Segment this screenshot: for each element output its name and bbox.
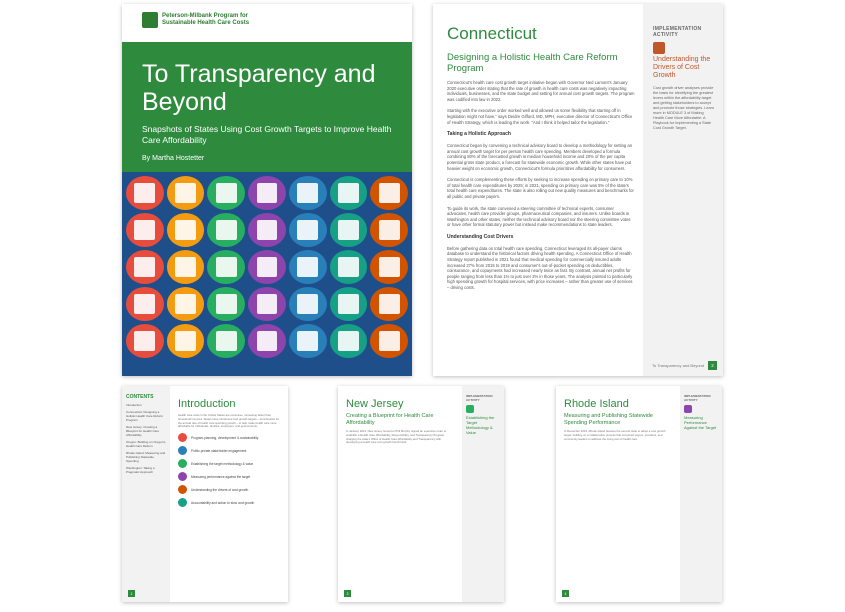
- chart-icon: [684, 405, 692, 413]
- activity-item: [178, 472, 282, 481]
- activity-label: Establishing the target methodology & value: [191, 461, 254, 466]
- contents-sidebar: [122, 386, 170, 602]
- activity-label: Understanding the drivers of cost growth: [191, 487, 249, 492]
- pattern-tile-icon: [289, 176, 327, 210]
- sidebar-title: Understanding the Drivers of Cost Growth: [653, 56, 711, 79]
- page-footer: [652, 361, 717, 370]
- connecticut-page: [433, 4, 723, 376]
- state-title: New Jersey: [346, 398, 404, 410]
- page-number: 2: [708, 361, 717, 370]
- cover-title-block: [122, 42, 412, 172]
- paragraph: Before gathering data on total health care spending, Connecticut leveraged its all-payer claims database to understand the historical factors driving health spending. A Connecticut Office of Health Strategy report published in 2021 found that medical spending for commercially insured adults increased 27% from 2015 to 2019 and consumer's out-of-pocket spending on deductibles, coinsurance, and copayments had increased nearly twice as fast. By contrast, annual net profits for people ranging from less than 1% to just over 2% in those years. The analysis pointed to particularly high spending growth for hospital services, with price increases – rather than greater use of services – driving costs.: [447, 245, 633, 291]
- cover-header: [122, 4, 412, 42]
- footer-title: To Transparency and Beyond: [651, 363, 704, 368]
- activity-label: Accountability and action to slow cost growth: [191, 500, 255, 505]
- pattern-tile-icon: [126, 176, 164, 210]
- pattern-tile-icon: [167, 324, 205, 358]
- section-heading: Taking a Holistic Approach: [447, 131, 511, 138]
- pattern-tile-icon: [330, 176, 368, 210]
- page-footer: [562, 590, 569, 597]
- page-footer: [344, 590, 351, 597]
- pattern-tile-icon: [126, 250, 164, 284]
- cover-page: [122, 4, 412, 376]
- section-heading: Understanding Cost Drivers: [447, 233, 514, 240]
- cover-author: By Martha Hostetter: [142, 155, 205, 162]
- contents-item[interactable]: Introduction: [126, 403, 142, 407]
- implementation-sidebar: [462, 386, 504, 602]
- pattern-tile-icon: [370, 250, 408, 284]
- activity-icon: [178, 498, 187, 507]
- sidebar-label: IMPLEMENTATION ACTIVITY: [653, 26, 702, 38]
- pattern-tile-icon: [207, 176, 245, 210]
- sidebar-text: Cost growth driver analyses provide the basis for identifying the greatest levers within the affordability target and getting stakeholders to accept and promote those strategies. Learn more in MODULE 3 of Making Health Care More Affordable: A Playbook for Implementing a State Cost Growth Target.: [653, 86, 714, 130]
- activity-item: [178, 433, 282, 442]
- rhode-island-page: [556, 386, 722, 602]
- paragraph: Connecticut is complementing these efforts by seeking to increase spending on primary care to 10% of total health care expenditures by 2025; in 2021, spending on primary care was 5% of the state's total health care expenditures. The state is also rolling out new quality measures and benchmarks for all public and private payers.: [447, 177, 634, 199]
- contents-item[interactable]: Oregon: Building on Oregon's Health Care Reform: [126, 440, 166, 448]
- pattern-tile-icon: [248, 324, 286, 358]
- paragraph: To guide its work, the state convened a steering committee of technical experts, consumer advocates, health care provider groups, pharmaceutical companies, and insurers. Unlike boards in Washington and other states, neither the technical advisory board nor the steering committee votes or have other formal statutory power but instead make recommendations to state leaders.: [447, 205, 631, 228]
- pattern-tile-icon: [207, 287, 245, 321]
- contents-label: CONTENTS: [126, 394, 154, 400]
- paragraph: Connecticut began by convening a technical advisory board to develop a methodology for setting an annual cost growth target for per person health care spending. Members developed a formula combining 80% of the forecasted growth in median household income and 20% of the per capita potential gross state product, a forecast for statewide economic growth. While other states have put heavier weight on economic growth, Connecticut's formula prioritizes affordability for consumers.: [447, 143, 633, 171]
- sidebar-label: IMPLEMENTATION ACTIVITY: [466, 394, 493, 402]
- article-text: In January 2021, New Jersey Governor Phil Murphy signed an executive order to establish a Health Care Affordability, Responsibility, and Transparency Program, charging the state's Office of Health Care Affordability and Transparency with developing a health care cost growth benchmark.: [346, 429, 447, 445]
- pattern-tile-icon: [289, 287, 327, 321]
- state-title: Connecticut: [447, 24, 537, 43]
- pattern-tile-icon: [167, 250, 205, 284]
- activity-icon: [178, 433, 187, 442]
- logo-icon: [142, 12, 158, 28]
- contents-item[interactable]: Connecticut: Designing a Holistic Health Care Reform Program: [126, 410, 164, 422]
- pattern-tile-icon: [370, 324, 408, 358]
- page-number: 3: [344, 590, 351, 597]
- pattern-tile-icon: [126, 324, 164, 358]
- sidebar-label: IMPLEMENTATION ACTIVITY: [684, 394, 711, 402]
- cover-title: To Transparency and Beyond: [142, 60, 376, 116]
- activity-icon: [178, 459, 187, 468]
- implementation-sidebar: [680, 386, 722, 602]
- cover-icon-pattern: [122, 172, 412, 376]
- pattern-tile-icon: [289, 324, 327, 358]
- intro-title: Introduction: [178, 398, 236, 410]
- pattern-tile-icon: [289, 250, 327, 284]
- pattern-tile-icon: [330, 213, 368, 247]
- new-jersey-page: [338, 386, 504, 602]
- target-icon: [466, 405, 474, 413]
- activity-icon: [178, 472, 187, 481]
- page-number: 4: [562, 590, 569, 597]
- pattern-tile-icon: [207, 250, 245, 284]
- introduction-page: [122, 386, 288, 602]
- activity-label: Public-private stakeholder engagement: [191, 448, 247, 453]
- org-name: Peterson-Milbank Program for Sustainable Health Care Costs: [162, 13, 250, 26]
- activity-item: [178, 446, 282, 455]
- cover-subtitle: Snapshots of States Using Cost Growth Targets to Improve Health Care Affordability: [142, 124, 392, 145]
- page-footer: [128, 590, 135, 597]
- sidebar-title: Measuring Performance Against the Target: [684, 415, 717, 430]
- lead-paragraph: Connecticut's health care cost growth target initiative began with Governor Ned Lamont's January 2020 executive order stating that the rate of growth in health care costs was negatively impacting individuals, businesses, and the state budget and setting for annual cost growth targets. The program was codified into law in 2022.: [447, 80, 635, 102]
- pattern-tile-icon: [248, 213, 286, 247]
- activity-icon: [178, 446, 187, 455]
- pattern-tile-icon: [167, 176, 205, 210]
- contents-item[interactable]: Washington: Taking a Pragmatic Approach: [126, 466, 155, 474]
- article-headline: Measuring and Publishing Statewide Spending Performance: [564, 413, 653, 426]
- pattern-tile-icon: [248, 176, 286, 210]
- pattern-tile-icon: [207, 213, 245, 247]
- activity-item: [178, 485, 282, 494]
- pattern-tile-icon: [370, 176, 408, 210]
- state-title: Rhode Island: [564, 398, 629, 410]
- magnifier-icon: [653, 42, 665, 54]
- activity-item: [178, 498, 282, 507]
- article-text: In December 2019, Rhode Island became the second state to adopt a cost growth target, building on a collaborative process that convened payers, providers, and community leaders to address the rising cost of health care.: [564, 429, 666, 441]
- pattern-tile-icon: [370, 287, 408, 321]
- org-logo: [142, 12, 252, 28]
- pattern-tile-icon: [126, 213, 164, 247]
- pattern-tile-icon: [167, 287, 205, 321]
- pattern-tile-icon: [370, 213, 408, 247]
- sidebar-title: Establishing the Target Methodology & Value: [466, 415, 495, 435]
- pattern-tile-icon: [207, 324, 245, 358]
- pattern-tile-icon: [330, 324, 368, 358]
- activity-item: [178, 459, 282, 468]
- article-headline: Designing a Holistic Health Care Reform Program: [447, 52, 618, 74]
- contents-item[interactable]: Rhode Island: Measuring and Publishing Statewide Spending: [126, 451, 166, 463]
- implementation-sidebar: [643, 4, 723, 376]
- activity-icon: [178, 485, 187, 494]
- article-headline: Creating a Blueprint for Health Care Affordability: [346, 413, 434, 426]
- pattern-tile-icon: [289, 213, 327, 247]
- pattern-tile-icon: [248, 250, 286, 284]
- paragraph: Starting with the executive order worked well and allowed us some flexibility that starting off in legislation might not have," says Deidre Gifford, MD, MPH, executive director of Connecticut's Office of Health Strategy, which is leading the work. "And I think it helped tailor the legislation.": [447, 108, 633, 125]
- pattern-tile-icon: [167, 213, 205, 247]
- activity-label: Program planning, development & sustainability: [191, 435, 259, 440]
- pattern-tile-icon: [126, 287, 164, 321]
- contents-item[interactable]: New Jersey: Creating a Blueprint for Health Care Affordability: [126, 425, 160, 437]
- page-number: 1: [128, 590, 135, 597]
- intro-text: Health care costs in the United States are excessive, increasing faster than household incomes. States have introduced cost growth targets – benchmarks for the annual rate of health care spending growth – to help make health care more affordable for individuals, families, employers, and governments.: [178, 413, 280, 429]
- pattern-tile-icon: [248, 287, 286, 321]
- activity-label: Measuring performance against the target: [191, 474, 251, 479]
- pattern-tile-icon: [330, 287, 368, 321]
- pattern-tile-icon: [330, 250, 368, 284]
